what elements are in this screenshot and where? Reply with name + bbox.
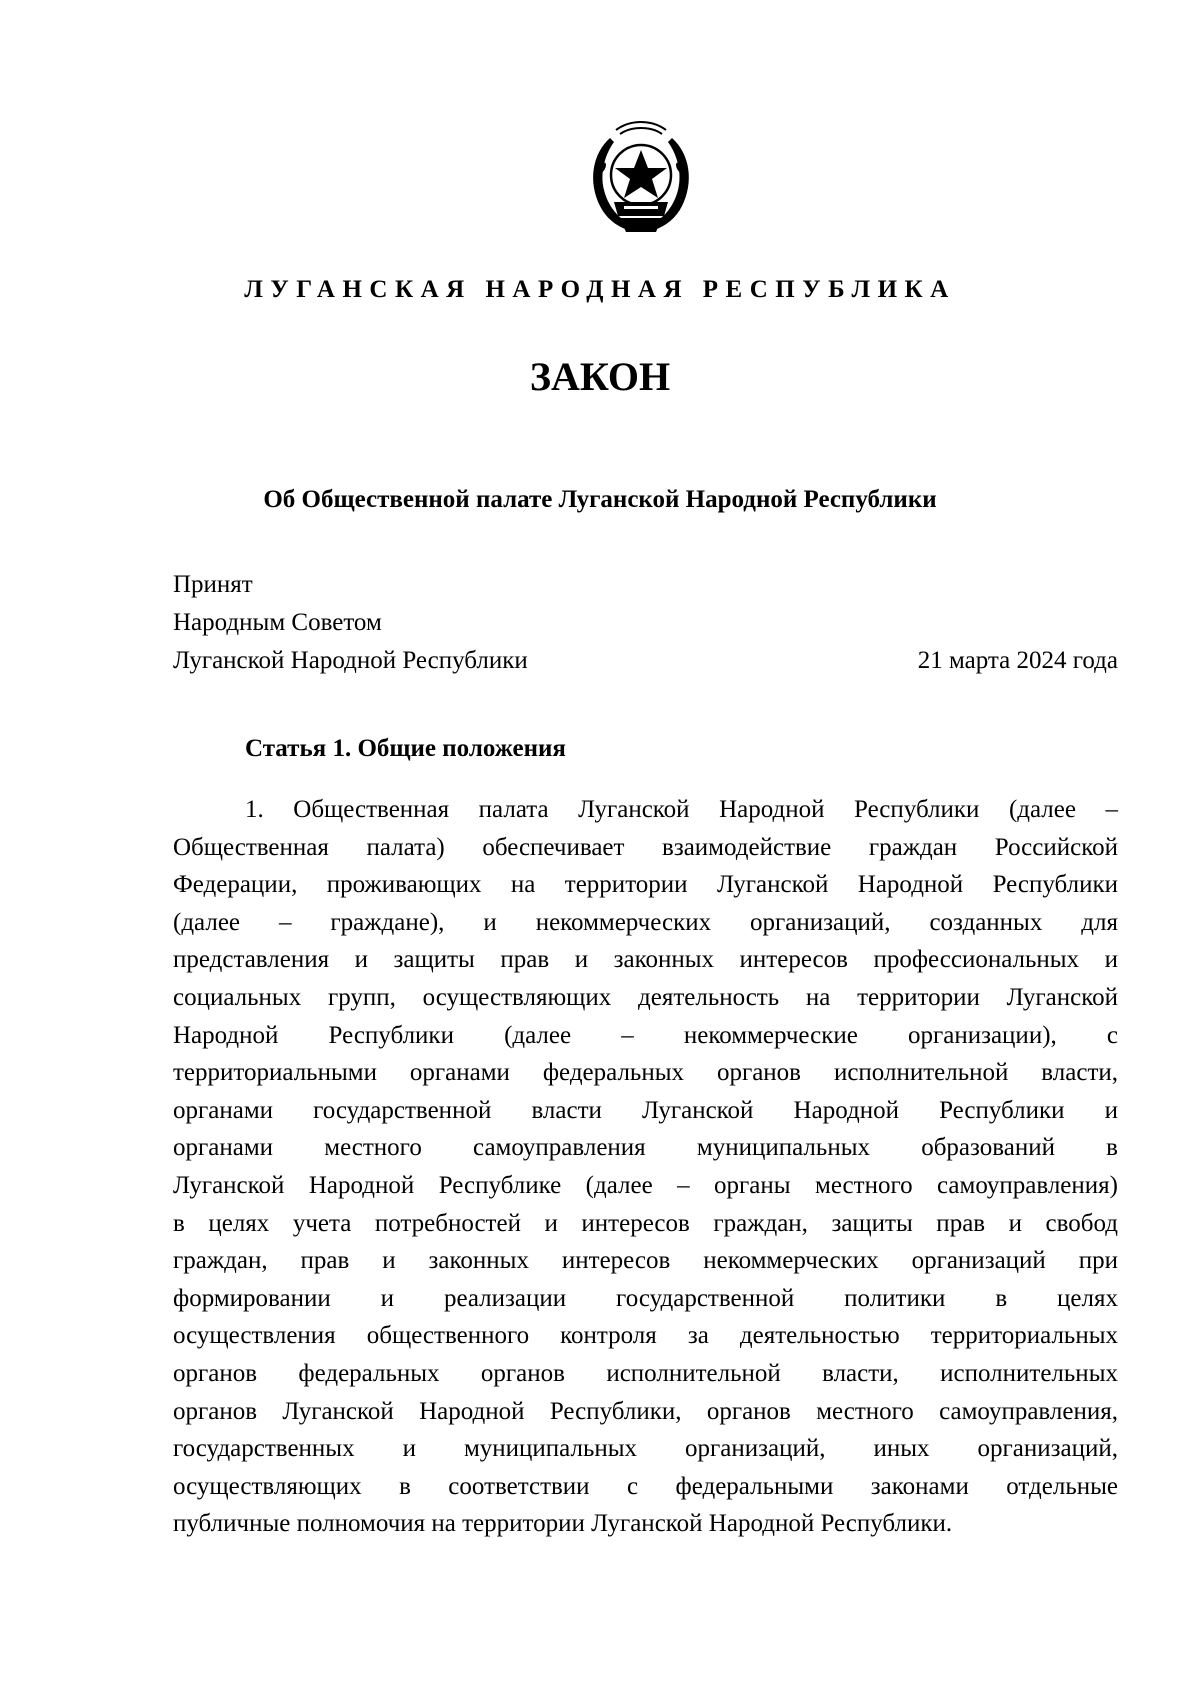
law-subject-title: Об Общественной палате Луганской Народной Республики bbox=[263, 486, 937, 513]
article-body bbox=[173, 791, 1118, 1543]
text-line: органов Луганской Народной Республики, органов местного самоуправления, bbox=[173, 1397, 1118, 1425]
text-line: осуществления общественного контроля за деятельностью территориальных bbox=[173, 1322, 1118, 1350]
adoption-date: 21 марта 2024 года bbox=[917, 647, 1118, 674]
adopted-body: Луганской Народной Республики bbox=[173, 647, 528, 674]
text-line: территориальными органами федеральных органов исполнительной власти, bbox=[173, 1059, 1118, 1087]
adopted-by: Народным Советом bbox=[173, 609, 382, 636]
document-type-title: ЗАКОН bbox=[529, 354, 671, 399]
text-line: 1. Общественная палата Луганской Народной Республики (далее – bbox=[245, 796, 1118, 823]
article-heading: Статья 1. Общие положения bbox=[245, 735, 566, 762]
text-line: Общественная палата) обеспечивает взаимодействие граждан Российской bbox=[173, 833, 1118, 861]
text-line: (далее – граждане), и некоммерческих организаций, созданных для bbox=[173, 908, 1118, 936]
text-line: граждан, прав и законных интересов некоммерческих организаций при bbox=[173, 1247, 1118, 1275]
text-line: органами местного самоуправления муниципальных образований в bbox=[173, 1134, 1118, 1162]
text-line: органами государственной власти Луганской Народной Республики и bbox=[173, 1096, 1118, 1124]
text-line: государственных и муниципальных организаций, иных организаций, bbox=[173, 1435, 1118, 1463]
text-line: Луганской Народной Республике (далее – органы местного самоуправления) bbox=[173, 1171, 1118, 1199]
adoption-row bbox=[173, 642, 1118, 680]
text-line: публичные полномочия на территории Луганской Народной Республики. bbox=[173, 1510, 953, 1538]
adopted-label: Принят bbox=[173, 571, 253, 598]
coat-of-arms-icon bbox=[580, 120, 702, 242]
text-line: органов федеральных органов исполнительной власти, исполнительных bbox=[173, 1359, 1118, 1387]
text-line: социальных групп, осуществляющих деятельность на территории Луганской bbox=[173, 983, 1118, 1011]
adoption-block bbox=[173, 566, 1118, 680]
text-line: осуществляющих в соответствии с федеральными законами отдельные bbox=[173, 1472, 1118, 1500]
text-line: Народной Республики (далее – некоммерческие организации), с bbox=[173, 1021, 1118, 1049]
text-line: в целях учета потребностей и интересов граждан, защиты прав и свобод bbox=[173, 1209, 1118, 1237]
text-line: Федерации, проживающих на территории Луганской Народной Республики bbox=[173, 871, 1118, 899]
text-line: представления и защиты прав и законных интересов профессиональных и bbox=[173, 946, 1118, 974]
text-line: формировании и реализации государственной политики в целях bbox=[173, 1284, 1118, 1312]
republic-name: ЛУГАНСКАЯ НАРОДНАЯ РЕСПУБЛИКА bbox=[244, 276, 956, 303]
